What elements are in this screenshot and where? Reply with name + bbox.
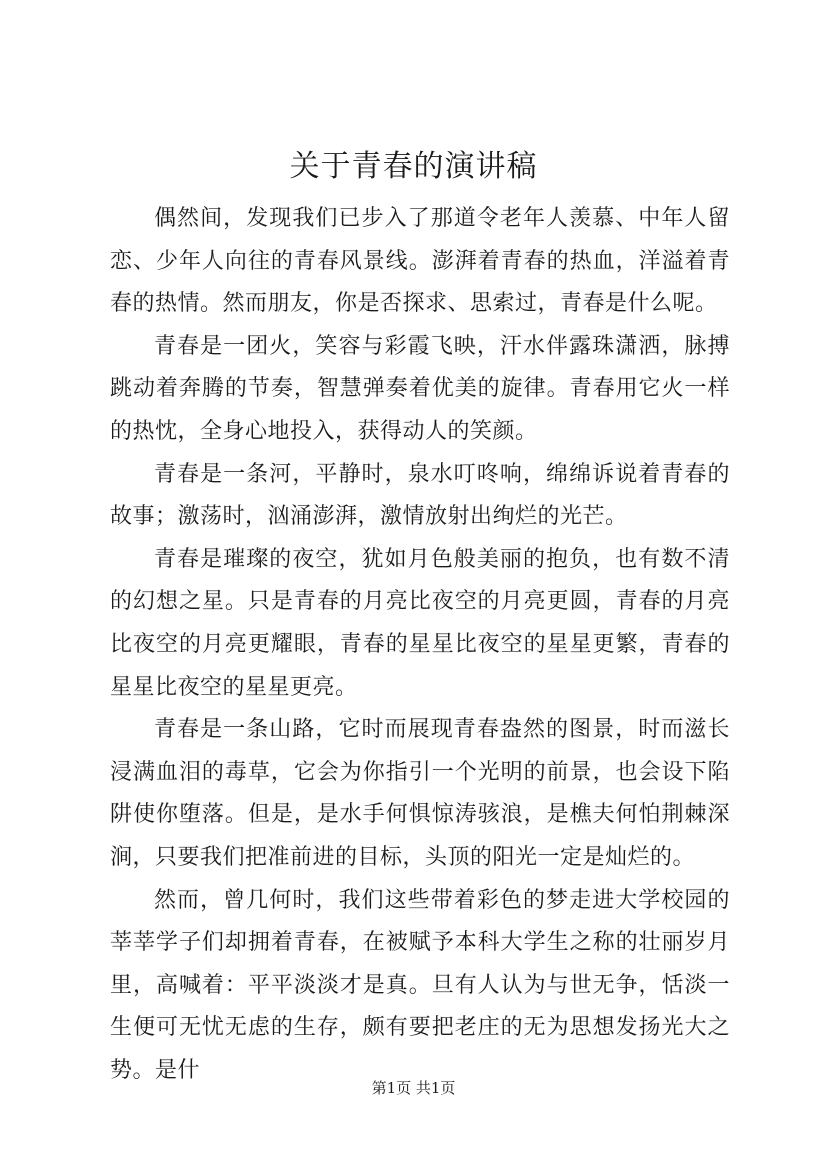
- paragraph-3: 青春是一条河，平静时，泉水叮咚响，绵绵诉说着青春的故事；激荡时，汹涌澎湃，激情放射出绚烂的光芒。: [110, 461, 730, 530]
- document-title: 关于青春的演讲稿: [289, 149, 538, 184]
- paragraph-1: 偶然间，发现我们已步入了那道令老年人羡慕、中年人留恋、少年人向往的青春风景线。澎湃着青春的热血，洋溢着青春的热情。然而朋友，你是否探求、思索过，青春是什么呢。: [110, 206, 730, 317]
- page-footer: 第1页 共1页: [371, 1079, 456, 1097]
- paragraph-4: 青春是璀璨的夜空，犹如月色般美丽的抱负，也有数不清的幻想之星。只是青春的月亮比夜空的月亮更圆，青春的月亮比夜空的月亮更耀眼，青春的星星比夜空的星星更繁，青春的星星比夜空的星星更亮。: [110, 546, 730, 700]
- paragraph-2: 青春是一团火，笑容与彩霞飞映，汗水伴露珠潇洒，脉搏跳动着奔腾的节奏，智慧弹奏着优美的旋律。青春用它火一样的热忱，全身心地投入，获得动人的笑颜。: [110, 333, 730, 444]
- document-body: [110, 198, 730, 1092]
- paragraph-6: 然而，曾几何时，我们这些带着彩色的梦走进大学校园的莘莘学子们却拥着青春，在被赋予本科大学生之称的壮丽岁月里，高喊着：平平淡淡才是真。旦有人认为与世无争，恬淡一生便可无忧无虑的生存，颇有要把老庄的无为思想发扬光大之势。是什: [110, 887, 730, 1083]
- paragraph-5: 青春是一条山路，它时而展现青春盎然的图景，时而滋长浸满血泪的毒草，它会为你指引一个光明的前景，也会设下陷阱使你堕落。但是，是水手何惧惊涛骇浪，是樵夫何怕荆棘深涧，只要我们把准前进的目标，头顶的阳光一定是灿烂的。: [110, 717, 730, 870]
